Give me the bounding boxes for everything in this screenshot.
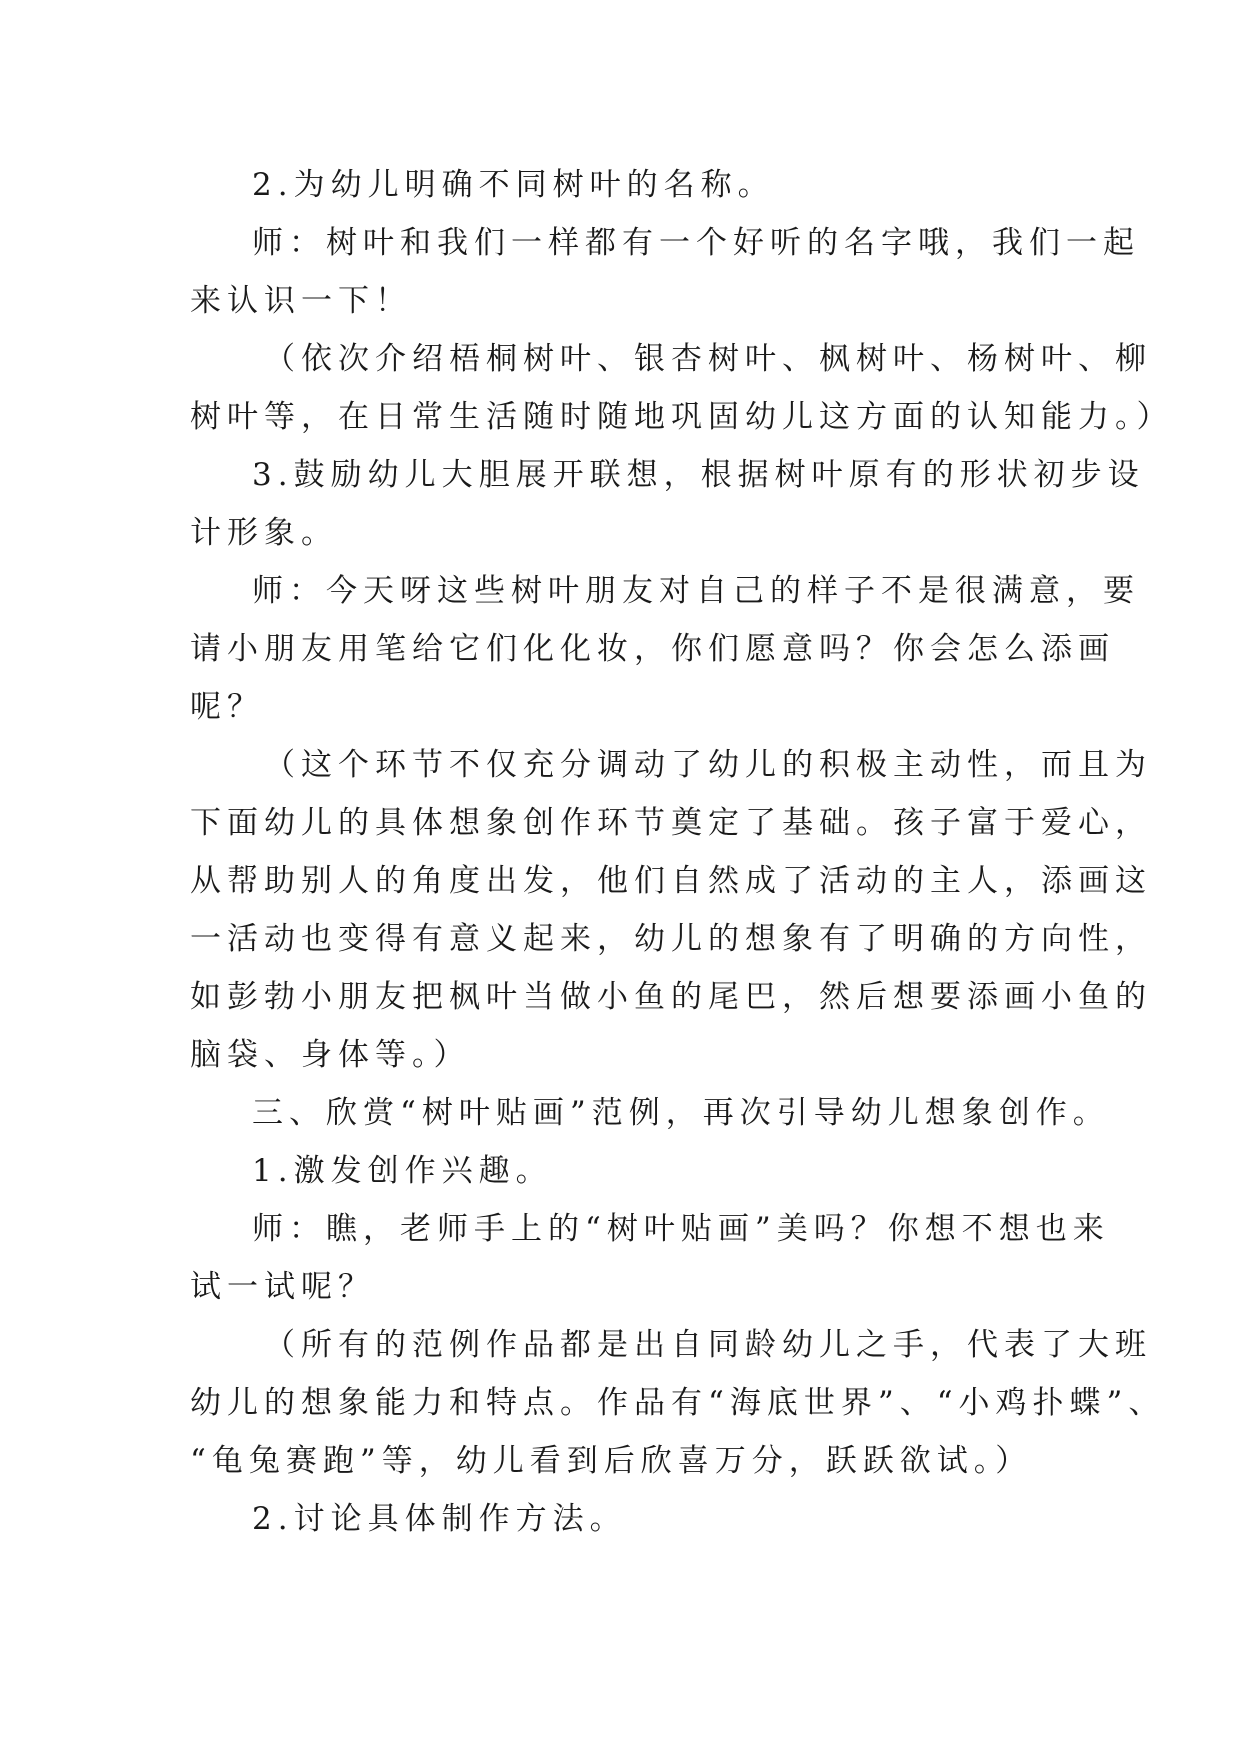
heading-3: 3.鼓励幼儿大胆展开联想，根据树叶原有的形状初步设: [252, 457, 1145, 493]
paragraph-line: 来认识一下！: [190, 283, 412, 319]
paragraph-line: （依次介绍梧桐树叶、银杏树叶、枫树叶、杨树叶、柳: [264, 341, 1152, 377]
paragraph-line: 师：瞧，老师手上的“树叶贴画”美吗？你想不想也来: [252, 1211, 1110, 1247]
paragraph-line: 从帮助别人的角度出发，他们自然成了活动的主人，添画这: [190, 863, 1152, 899]
paragraph-line: 一活动也变得有意义起来，幼儿的想象有了明确的方向性，: [190, 921, 1152, 957]
paragraph-line: 幼儿的想象能力和特点。作品有“海底世界”、“小鸡扑蝶”、: [190, 1385, 1166, 1421]
heading-2: 2.讨论具体制作方法。: [252, 1501, 627, 1537]
heading-2: 2.为幼儿明确不同树叶的名称。: [252, 167, 775, 203]
paragraph-line: （这个环节不仅充分调动了幼儿的积极主动性，而且为: [264, 747, 1152, 783]
paragraph-line: 呢？: [190, 689, 264, 725]
paragraph-line: 计形象。: [190, 515, 338, 551]
paragraph-line: 如彭勃小朋友把枫叶当做小鱼的尾巴，然后想要添画小鱼的: [190, 979, 1152, 1015]
paragraph-line: 试一试呢？: [190, 1269, 375, 1305]
paragraph-line: 师：今天呀这些树叶朋友对自己的样子不是很满意，要: [252, 573, 1140, 609]
paragraph-line: 师：树叶和我们一样都有一个好听的名字哦，我们一起: [252, 225, 1140, 261]
heading-1: 1.激发创作兴趣。: [252, 1153, 553, 1189]
paragraph-line: 树叶等，在日常生活随时随地巩固幼儿这方面的认知能力。）: [190, 399, 1174, 435]
paragraph-line: 下面幼儿的具体想象创作环节奠定了基础。孩子富于爱心，: [190, 805, 1152, 841]
paragraph-line: 脑袋、身体等。）: [190, 1037, 471, 1073]
paragraph-line: （所有的范例作品都是出自同龄幼儿之手，代表了大班: [264, 1327, 1152, 1363]
document-body: [190, 156, 1174, 1548]
section-heading: 三、欣赏“树叶贴画”范例，再次引导幼儿想象创作。: [252, 1095, 1110, 1131]
paragraph-line: 请小朋友用笔给它们化化妆，你们愿意吗？你会怎么添画: [190, 631, 1115, 667]
paragraph-line: “龟兔赛跑”等，幼儿看到后欣喜万分，跃跃欲试。）: [190, 1443, 1033, 1479]
